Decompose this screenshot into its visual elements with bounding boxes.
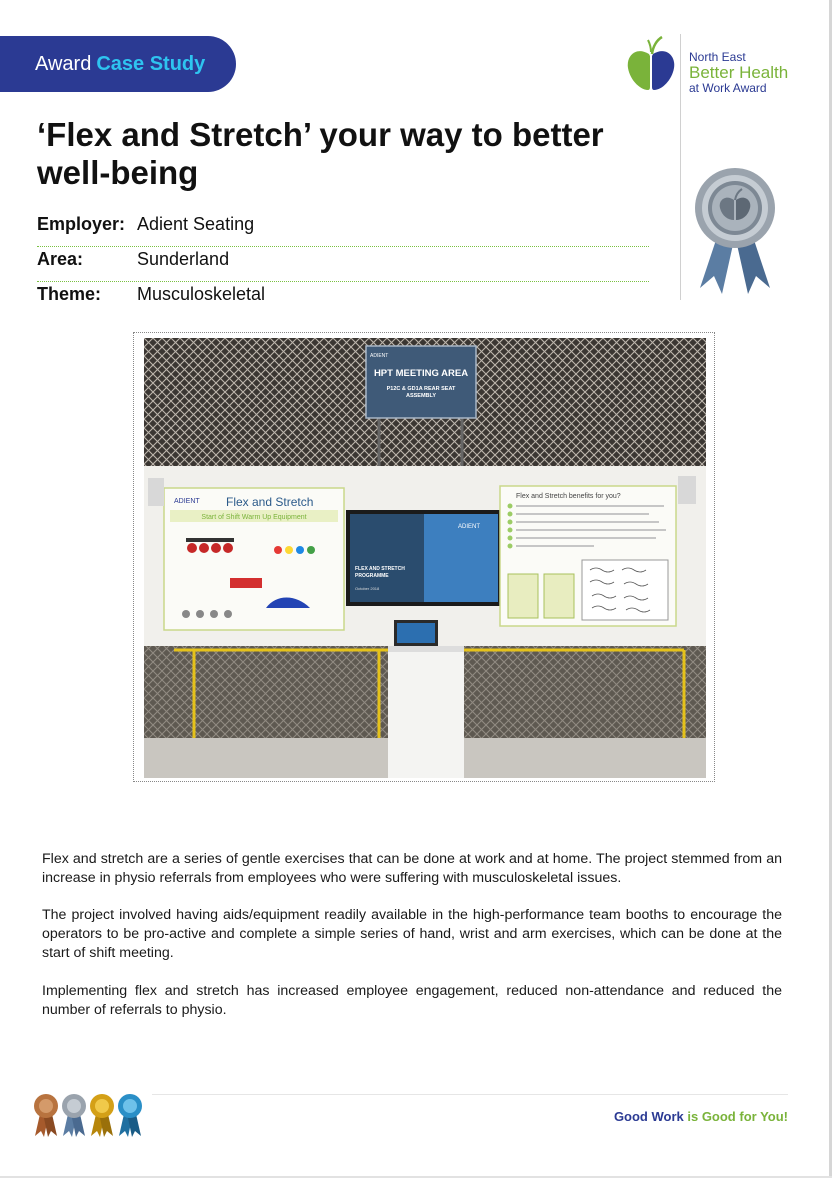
page-title: ‘Flex and Stretch’ your way to better well-being — [37, 116, 604, 191]
meta-row-employer — [37, 214, 649, 247]
footer-divider — [152, 1094, 788, 1095]
benefits-title: Flex and Stretch benefits for you? — [516, 493, 621, 500]
body-paragraph-3: Implementing flex and stretch has increased employee engagement, reduced non-attendance and reduced the number of referrals to physio. — [42, 983, 782, 1018]
meta-row-theme — [37, 284, 649, 317]
meta-label: Theme: — [37, 284, 102, 304]
award-case-study-banner — [0, 36, 236, 92]
meta-value: Musculoskeletal — [137, 284, 266, 304]
tagline-part-a: Good Work — [613, 1109, 684, 1124]
board-subtitle: Start of Shift Warm Up Equipment — [201, 514, 307, 521]
body-paragraph-2: The project involved having aids/equipment readily available in the high-performance team booths to encourage the operators to be pro-active and complete a simple series of hand, wrist and arm exercises, which can be done at the start of shift meeting. — [42, 907, 782, 961]
sign-sub-1: P12C & GD1A REAR SEAT — [386, 386, 456, 392]
board-title: Flex and Stretch — [226, 495, 314, 509]
body-paragraph-1: Flex and stretch are a series of gentle exercises that can be done at work and at home. The project stemmed from an increase in physio referrals from employees who were suffering with musculoskeletal issues. — [42, 851, 782, 886]
tv-line-2: PROGRAMME — [355, 573, 389, 579]
meta-divider — [37, 246, 649, 247]
logo-line-2: Better Health — [689, 63, 789, 82]
award-ribbons-icon — [32, 1090, 144, 1138]
flex-stretch-station-photo — [144, 338, 706, 778]
banner-prefix: Award — [35, 53, 92, 75]
meta-value: Adient Seating — [137, 214, 255, 234]
footer-tagline — [614, 1109, 788, 1124]
tagline-part-b: is Good for You! — [683, 1109, 788, 1124]
sign-brand: ADIENT — [370, 353, 389, 359]
tv-brand: ADIENT — [458, 524, 481, 530]
silver-rosette-icon — [692, 166, 778, 296]
meta-row-area — [37, 249, 649, 282]
sign-sub-2: ASSEMBLY — [405, 393, 437, 399]
logo-line-3: at Work Award — [689, 81, 767, 95]
board-brand: ADIENT — [174, 498, 200, 505]
header-divider — [680, 34, 681, 300]
tv-date: October 2018 — [355, 586, 380, 591]
meta-label: Area: — [37, 249, 84, 269]
sign-title: HPT MEETING AREA — [373, 368, 469, 379]
award-logo-text — [689, 51, 788, 94]
logo-line-1: North East — [689, 50, 746, 64]
meta-label: Employer: — [37, 214, 126, 234]
banner-accent: Case Study — [96, 53, 206, 75]
meta-value: Sunderland — [137, 249, 230, 269]
meta-divider — [37, 281, 649, 282]
apple-logo-icon — [626, 34, 676, 94]
tv-line-1: FLEX AND STRETCH — [355, 566, 405, 572]
